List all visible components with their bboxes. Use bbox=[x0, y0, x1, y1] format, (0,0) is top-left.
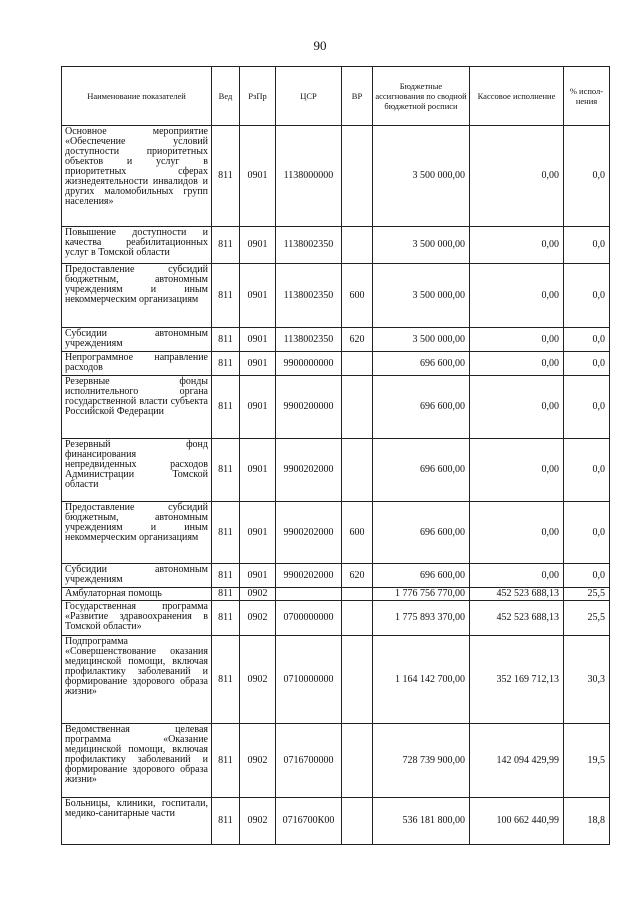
table-cell-budget: 3 500 000,00 bbox=[373, 264, 470, 328]
page-number: 90 bbox=[313, 38, 327, 53]
table-cell-ved: 811 bbox=[212, 564, 240, 588]
table-cell-csr: 9900202000 bbox=[276, 439, 342, 502]
table-cell-rzpr: 0901 bbox=[240, 439, 276, 502]
table-cell-vr bbox=[342, 439, 373, 502]
table-body bbox=[62, 126, 610, 845]
table-cell-csr: 9900202000 bbox=[276, 502, 342, 564]
header-vr: ВР bbox=[342, 67, 373, 126]
table-cell-budget: 3 500 000,00 bbox=[373, 227, 470, 264]
table-cell-budget: 696 600,00 bbox=[373, 352, 470, 376]
table-row bbox=[62, 264, 610, 328]
table-cell-vr bbox=[342, 376, 373, 439]
table-cell-name: Амбулаторная помощь bbox=[62, 588, 212, 601]
table-cell-ved: 811 bbox=[212, 328, 240, 352]
table-row bbox=[62, 724, 610, 798]
table-cell-cash: 452 523 688,13 bbox=[470, 588, 564, 601]
table-row bbox=[62, 328, 610, 352]
table-cell-vr bbox=[342, 352, 373, 376]
table-cell-ved: 811 bbox=[212, 798, 240, 845]
table-cell-cash: 0,00 bbox=[470, 502, 564, 564]
table-cell-rzpr: 0901 bbox=[240, 352, 276, 376]
table-row bbox=[62, 227, 610, 264]
table-cell-vr: 600 bbox=[342, 502, 373, 564]
table-cell-name: Резервный фонд финансирования непредвиденных расходов Администрации Томской области bbox=[62, 439, 212, 502]
table-cell-percent: 0,0 bbox=[564, 126, 610, 227]
table-cell-cash: 0,00 bbox=[470, 227, 564, 264]
table-cell-budget: 3 500 000,00 bbox=[373, 126, 470, 227]
table-cell-csr: 0700000000 bbox=[276, 601, 342, 636]
table-cell-csr: 9900000000 bbox=[276, 352, 342, 376]
table-row bbox=[62, 798, 610, 845]
header-cash: Кассовое исполнение bbox=[470, 67, 564, 126]
table-cell-rzpr: 0902 bbox=[240, 588, 276, 601]
table-cell-rzpr: 0901 bbox=[240, 376, 276, 439]
table-cell-vr bbox=[342, 601, 373, 636]
table-cell-rzpr: 0902 bbox=[240, 798, 276, 845]
table-cell-ved: 811 bbox=[212, 439, 240, 502]
table-cell-rzpr: 0902 bbox=[240, 636, 276, 724]
table-cell-cash: 0,00 bbox=[470, 264, 564, 328]
table-cell-ved: 811 bbox=[212, 126, 240, 227]
table-cell-budget: 3 500 000,00 bbox=[373, 328, 470, 352]
table-cell-ved: 811 bbox=[212, 352, 240, 376]
table-cell-percent: 25,5 bbox=[564, 588, 610, 601]
table-cell-budget: 696 600,00 bbox=[373, 502, 470, 564]
table-cell-rzpr: 0901 bbox=[240, 564, 276, 588]
header-name: Наименование показателей bbox=[62, 67, 212, 126]
table-row bbox=[62, 601, 610, 636]
header-budget: Бюджетные ассигнования по сводной бюджетной росписи bbox=[373, 67, 470, 126]
budget-execution-table bbox=[61, 66, 610, 845]
table-cell-name: Государственная программа «Развитие здравоохранения в Томской области» bbox=[62, 601, 212, 636]
table-cell-vr bbox=[342, 798, 373, 845]
table-cell-ved: 811 bbox=[212, 227, 240, 264]
table-cell-ved: 811 bbox=[212, 588, 240, 601]
table-cell-percent: 0,0 bbox=[564, 564, 610, 588]
table-row bbox=[62, 376, 610, 439]
table-cell-name: Повышение доступности и качества реабилитационных услуг в Томской области bbox=[62, 227, 212, 264]
table-cell-vr bbox=[342, 126, 373, 227]
header-ved: Вед bbox=[212, 67, 240, 126]
table-cell-csr: 0716700000 bbox=[276, 724, 342, 798]
table-cell-rzpr: 0901 bbox=[240, 227, 276, 264]
table-cell-name: Предоставление субсидий бюджетным, автономным учреждениям и иным некоммерческим организациям bbox=[62, 502, 212, 564]
table-cell-percent: 19,5 bbox=[564, 724, 610, 798]
table-cell-percent: 30,3 bbox=[564, 636, 610, 724]
table-cell-csr: 0716700К00 bbox=[276, 798, 342, 845]
table-cell-percent: 0,0 bbox=[564, 264, 610, 328]
table-cell-percent: 0,0 bbox=[564, 352, 610, 376]
table-cell-ved: 811 bbox=[212, 376, 240, 439]
table-cell-cash: 100 662 440,99 bbox=[470, 798, 564, 845]
table-header-row bbox=[62, 67, 610, 126]
table-row bbox=[62, 636, 610, 724]
table-cell-budget: 1 775 893 370,00 bbox=[373, 601, 470, 636]
header-rzpr: РзПр bbox=[240, 67, 276, 126]
table-cell-cash: 0,00 bbox=[470, 439, 564, 502]
table-row bbox=[62, 126, 610, 227]
table-cell-name: Больницы, клиники, госпитали, медико-санитарные части bbox=[62, 798, 212, 845]
header-percent: % испол-нения bbox=[564, 67, 610, 126]
table-cell-percent: 18,8 bbox=[564, 798, 610, 845]
table-row bbox=[62, 588, 610, 601]
table-cell-budget: 1 164 142 700,00 bbox=[373, 636, 470, 724]
table-cell-percent: 0,0 bbox=[564, 376, 610, 439]
table-cell-ved: 811 bbox=[212, 264, 240, 328]
table-cell-name: Непрограммное направление расходов bbox=[62, 352, 212, 376]
table-cell-name: Резервные фонды исполнительного органа государственной власти субъекта Российской Федерации bbox=[62, 376, 212, 439]
table-cell-percent: 0,0 bbox=[564, 439, 610, 502]
table-cell-vr bbox=[342, 636, 373, 724]
table-cell-cash: 0,00 bbox=[470, 328, 564, 352]
table-cell-csr bbox=[276, 588, 342, 601]
table-cell-name: Ведомственная целевая программа «Оказание медицинской помощи, включая профилактику заболеваний и формирование здорового образа жизни» bbox=[62, 724, 212, 798]
table-cell-rzpr: 0902 bbox=[240, 601, 276, 636]
table-row bbox=[62, 352, 610, 376]
table-row bbox=[62, 564, 610, 588]
table-cell-csr: 0710000000 bbox=[276, 636, 342, 724]
table-cell-vr: 600 bbox=[342, 264, 373, 328]
table-cell-percent: 25,5 bbox=[564, 601, 610, 636]
table-row bbox=[62, 502, 610, 564]
table-cell-name: Предоставление субсидий бюджетным, автономным учреждениям и иным некоммерческим организациям bbox=[62, 264, 212, 328]
table-cell-cash: 452 523 688,13 bbox=[470, 601, 564, 636]
table-cell-vr: 620 bbox=[342, 328, 373, 352]
table-cell-csr: 9900200000 bbox=[276, 376, 342, 439]
table-cell-rzpr: 0901 bbox=[240, 328, 276, 352]
table-cell-vr bbox=[342, 724, 373, 798]
header-csr: ЦСР bbox=[276, 67, 342, 126]
table-cell-name: Подпрограмма «Совершенствование оказания медицинской помощи, включая профилактику заболеваний и формирование здорового образа жизни» bbox=[62, 636, 212, 724]
table-cell-rzpr: 0901 bbox=[240, 126, 276, 227]
table-cell-rzpr: 0902 bbox=[240, 724, 276, 798]
table-cell-budget: 1 776 756 770,00 bbox=[373, 588, 470, 601]
table-cell-csr: 1138000000 bbox=[276, 126, 342, 227]
table-cell-csr: 9900202000 bbox=[276, 564, 342, 588]
table-cell-cash: 352 169 712,13 bbox=[470, 636, 564, 724]
table-cell-name: Субсидии автономным учреждениям bbox=[62, 328, 212, 352]
table-cell-budget: 696 600,00 bbox=[373, 376, 470, 439]
table-cell-vr bbox=[342, 227, 373, 264]
table-cell-csr: 1138002350 bbox=[276, 264, 342, 328]
table-cell-ved: 811 bbox=[212, 502, 240, 564]
table-cell-cash: 142 094 429,99 bbox=[470, 724, 564, 798]
table-cell-percent: 0,0 bbox=[564, 227, 610, 264]
table-cell-name: Основное мероприятие «Обеспечение условий доступности приоритетных объектов и услуг в приоритетных сферах жизнедеятельности инвалидов и других маломобильных групп населения» bbox=[62, 126, 212, 227]
table-cell-vr bbox=[342, 588, 373, 601]
table-cell-rzpr: 0901 bbox=[240, 502, 276, 564]
table-cell-budget: 536 181 800,00 bbox=[373, 798, 470, 845]
table-cell-cash: 0,00 bbox=[470, 376, 564, 439]
table-cell-budget: 696 600,00 bbox=[373, 564, 470, 588]
table-cell-budget: 696 600,00 bbox=[373, 439, 470, 502]
table-cell-rzpr: 0901 bbox=[240, 264, 276, 328]
table-cell-cash: 0,00 bbox=[470, 352, 564, 376]
table-cell-budget: 728 739 900,00 bbox=[373, 724, 470, 798]
table-cell-ved: 811 bbox=[212, 724, 240, 798]
table-cell-csr: 1138002350 bbox=[276, 227, 342, 264]
table-cell-ved: 811 bbox=[212, 601, 240, 636]
table-row bbox=[62, 439, 610, 502]
table-cell-csr: 1138002350 bbox=[276, 328, 342, 352]
table-cell-percent: 0,0 bbox=[564, 502, 610, 564]
table-cell-vr: 620 bbox=[342, 564, 373, 588]
table-cell-percent: 0,0 bbox=[564, 328, 610, 352]
table-cell-cash: 0,00 bbox=[470, 564, 564, 588]
table-cell-name: Субсидии автономным учреждениям bbox=[62, 564, 212, 588]
table-cell-cash: 0,00 bbox=[470, 126, 564, 227]
table-cell-ved: 811 bbox=[212, 636, 240, 724]
